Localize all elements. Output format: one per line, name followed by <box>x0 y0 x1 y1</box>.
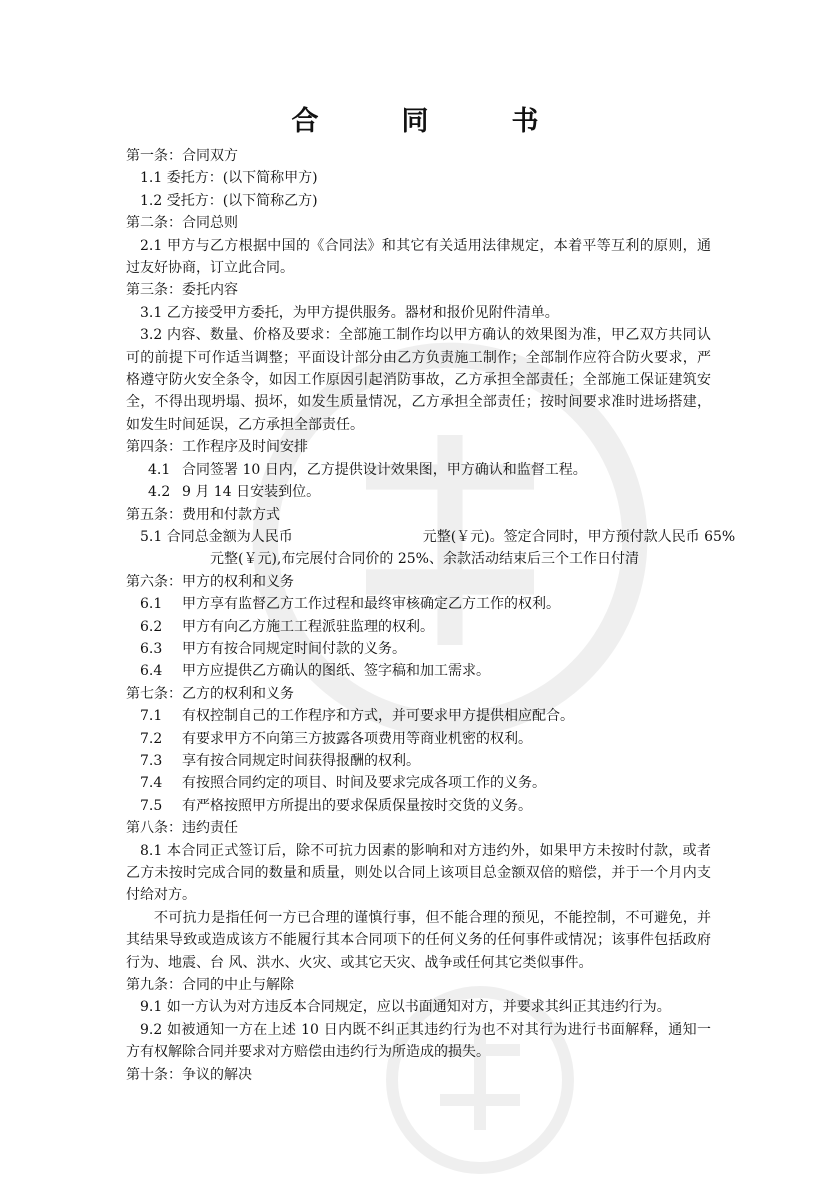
clause-number: 6.2 <box>140 618 163 635</box>
article-10-heading: 第十条：争议的解决 <box>126 1066 252 1083</box>
clause-6-1 <box>126 593 711 615</box>
article-8-heading: 第八条：违约责任 <box>126 820 238 837</box>
clause-text: 甲方有向乙方施工工程派驻监理的权利。 <box>182 618 434 635</box>
clause-7-2 <box>126 728 711 750</box>
clause-5-1 <box>126 526 736 548</box>
contract-body <box>126 145 736 1086</box>
clause-number: 4.2 <box>148 484 171 501</box>
clause-text: 享有按合同规定时间获得报酬的权利。 <box>182 752 420 769</box>
article-4-heading: 第四条：工作程序及时间安排 <box>126 439 308 456</box>
clause-text: 合同签署 10 日内，乙方提供设计效果图，甲方确认和监督工程。 <box>182 461 587 478</box>
clause-text: 有按照合同约定的项目、时间及要求完成各项工作的义务。 <box>182 775 546 792</box>
clause-text: 元整(￥元)。签定合同时，甲方预付款人民币 65% <box>422 528 736 545</box>
clause-number: 7.1 <box>140 708 163 725</box>
clause-6-3 <box>126 638 711 660</box>
clause-number: 7.4 <box>140 775 163 792</box>
clause-2-1: 2.1 甲方与乙方根据中国的《合同法》和其它有关适用法律规定，本着平等互利的原则，通过友好协商，订立此合同。 <box>126 237 711 277</box>
clause-5-1-cont: 元整(￥元),布完展付合同价的 25%、余款活动结束后三个工作日付清 <box>210 551 639 568</box>
force-majeure-paragraph: 不可抗力是指任何一方已合理的谨慎行事，但不能合理的预见，不能控制，不可避免，并其结果导致或造成该方不能履行其本合同项下的任何义务的任何事件或情况；该事件包括政府行为、地震、台 风、洪水、火灾、或其它天灾、战争或任何其它类似事件。 <box>126 909 711 971</box>
clause-number: 6.3 <box>140 640 163 657</box>
clause-text: 甲方应提供乙方确认的图纸、签字稿和加工需求。 <box>182 663 490 680</box>
article-5-heading: 第五条：费用和付款方式 <box>126 506 280 523</box>
clause-4-2 <box>126 481 711 503</box>
clause-7-3 <box>126 750 711 772</box>
article-2-heading: 第二条：合同总则 <box>126 215 238 232</box>
clause-4-1 <box>126 459 711 481</box>
clause-number: 6.4 <box>140 663 163 680</box>
clause-9-1: 9.1 如一方认为对方违反本合同规定，应以书面通知对方，并要求其纠正其违约行为。 <box>140 999 671 1016</box>
clause-8-1: 8.1 本合同正式签订后，除不可抗力因素的影响和对方违约外，如果甲方未按时付款，或者乙方未按时完成合同的数量和质量，则处以合同上该项目总金额双倍的赔偿，并于一个月内支付给对方。 <box>126 842 711 904</box>
clause-number: 4.1 <box>148 461 171 478</box>
clause-text: 甲方有按合同规定时间付款的义务。 <box>182 640 406 657</box>
document-title: 合 同 书 <box>291 106 567 137</box>
clause-7-1 <box>126 705 711 727</box>
clause-1-1: 1.1 委托方：(以下简称甲方) <box>140 170 318 187</box>
clause-7-5 <box>126 795 711 817</box>
article-1-heading: 第一条：合同双方 <box>126 148 238 164</box>
clause-number: 7.5 <box>140 797 163 814</box>
clause-9-2: 9.2 如被通知一方在上述 10 日内既不纠正其违约行为也不对其行为进行书面解释，通知一方有权解除合同并要求对方赔偿由违约行为所造成的损失。 <box>126 1021 711 1061</box>
article-6-heading: 第六条：甲方的权利和义务 <box>126 573 294 590</box>
clause-6-2 <box>126 616 711 638</box>
clause-1-2: 1.2 受托方：(以下简称乙方) <box>140 192 318 209</box>
clause-3-2: 3.2 内容、数量、价格及要求：全部施工制作均以甲方确认的效果图为准，甲乙双方共同认可的前提下可作适当调整；平面设计部分由乙方负责施工制作；全部制作应符合防火要求，严格遵守防火安全条令，如因工作原因引起消防事故，乙方承担全部责任；全部施工保证建筑安全，不得出现坍塌、损坏，如发生质量情况，乙方承担全部责任；按时间要求准时进场搭建，如发生时间延误，乙方承担全部责任。 <box>126 327 711 433</box>
clause-number: 6.1 <box>140 596 163 613</box>
clause-number: 7.2 <box>140 730 163 747</box>
article-9-heading: 第九条：合同的中止与解除 <box>126 977 294 994</box>
clause-text: 甲方享有监督乙方工作过程和最终审核确定乙方工作的权利。 <box>182 596 560 613</box>
article-3-heading: 第三条：委托内容 <box>126 282 238 299</box>
clause-7-4 <box>126 772 711 794</box>
clause-3-1: 3.1 乙方接受甲方委托，为甲方提供服务。器材和报价见附件清单。 <box>140 304 559 321</box>
clause-text: 有权控制自己的工作程序和方式，并可要求甲方提供相应配合。 <box>182 708 574 725</box>
clause-text: 9 月 14 日安装到位。 <box>182 484 321 501</box>
article-7-heading: 第七条：乙方的权利和义务 <box>126 685 294 702</box>
clause-number: 7.3 <box>140 752 163 769</box>
clause-6-4 <box>126 660 711 682</box>
clause-text: 有严格按照甲方所提出的要求保质保量按时交货的义务。 <box>182 797 532 814</box>
clause-text: 5.1 合同总金额为人民币 <box>140 528 293 545</box>
clause-text: 有要求甲方不向第三方披露各项费用等商业机密的权利。 <box>182 730 532 747</box>
